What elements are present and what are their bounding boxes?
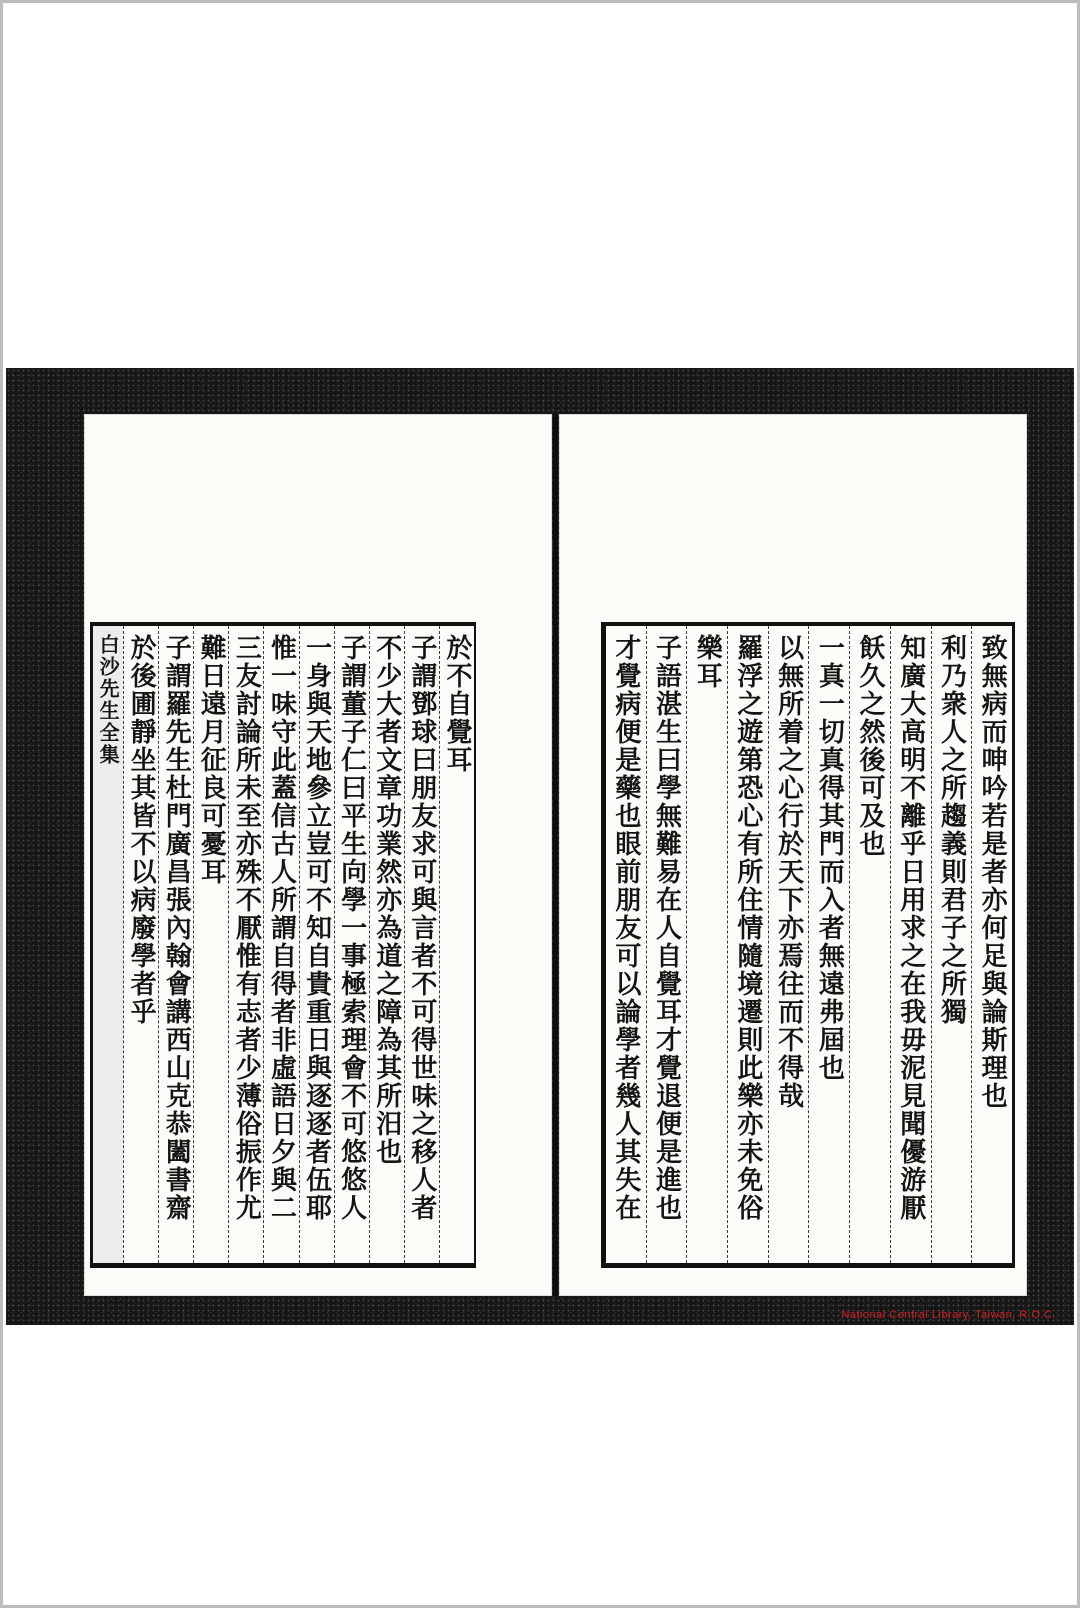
text-column bbox=[369, 626, 404, 1263]
text-column bbox=[228, 626, 263, 1263]
column-text: 子謂鄧球曰朋友求可與言者不可得世味之移人者 bbox=[406, 634, 437, 1222]
column-text: 飫久之然後可及也 bbox=[855, 634, 886, 858]
column-text: 於後圃靜坐其皆不以病廢學者乎 bbox=[126, 634, 157, 1026]
right-columns bbox=[606, 626, 1012, 1263]
text-column bbox=[439, 626, 474, 1263]
text-column bbox=[890, 626, 931, 1263]
text-column bbox=[404, 626, 439, 1263]
text-column bbox=[123, 626, 158, 1263]
text-column bbox=[334, 626, 369, 1263]
column-text: 難日遠月征良可憂耳 bbox=[196, 634, 227, 886]
text-column bbox=[931, 626, 972, 1263]
text-column bbox=[606, 626, 646, 1263]
column-text: 以無所着之心行於天下亦焉往而不得哉 bbox=[773, 634, 804, 1110]
text-column bbox=[158, 626, 193, 1263]
column-text: 三友討論所未至亦殊不厭惟有志者少薄俗振作尤 bbox=[231, 634, 262, 1222]
column-text: 於不自覺耳 bbox=[441, 634, 472, 774]
column-text: 羅浮之遊第恐心有所住情隨境遷則此樂亦未免俗 bbox=[732, 634, 763, 1222]
book-spine bbox=[553, 414, 558, 1296]
column-text: 惟一味守此蓋信古人所謂自得者非虛語日夕與二 bbox=[266, 634, 297, 1222]
column-text: 不少大者文章功業然亦為道之障為其所汨也 bbox=[371, 634, 402, 1166]
column-text: 利乃衆人之所趨義則君子之所獨 bbox=[936, 634, 967, 1026]
right-text-block bbox=[601, 622, 1015, 1268]
right-leaf bbox=[559, 414, 1027, 1296]
library-credit: National Central Library, Taiwan, R.O.C. bbox=[841, 1309, 1056, 1321]
margin-text: 白沙先生全集 bbox=[96, 634, 121, 766]
left-text-block bbox=[90, 622, 476, 1268]
text-column bbox=[646, 626, 687, 1263]
column-text: 一真一切真得其門而入者無遠弗屆也 bbox=[814, 634, 845, 1082]
column-text: 子謂羅先生杜門廣昌張內翰會講西山克恭闔書齋 bbox=[161, 634, 192, 1222]
text-column bbox=[686, 626, 727, 1263]
column-text: 才覺病便是藥也眼前朋友可以論學者幾人其失在 bbox=[610, 634, 641, 1222]
column-text: 樂耳 bbox=[692, 634, 723, 690]
text-column bbox=[727, 626, 768, 1263]
column-text: 一身與天地參立豈可不知自貴重日與逐逐者伍耶 bbox=[301, 634, 332, 1222]
column-text: 知廣大高明不離乎日用求之在我毋泥見聞優游厭 bbox=[895, 634, 926, 1222]
left-columns bbox=[93, 626, 474, 1263]
column-text: 子謂董子仁曰平生向學一事極索理會不可悠悠人 bbox=[336, 634, 367, 1222]
text-column bbox=[768, 626, 809, 1263]
text-column bbox=[849, 626, 890, 1263]
text-column bbox=[808, 626, 849, 1263]
text-column bbox=[193, 626, 228, 1263]
left-leaf bbox=[84, 414, 552, 1296]
scanned-book-spread bbox=[6, 368, 1074, 1325]
text-column bbox=[299, 626, 334, 1263]
margin-column bbox=[93, 626, 123, 1263]
column-text: 致無病而呻吟若是者亦何足與論斯理也 bbox=[977, 634, 1008, 1110]
column-text: 子語湛生曰學無難易在人自覺耳才覺退便是進也 bbox=[651, 634, 682, 1222]
text-column bbox=[263, 626, 298, 1263]
text-column bbox=[971, 626, 1012, 1263]
